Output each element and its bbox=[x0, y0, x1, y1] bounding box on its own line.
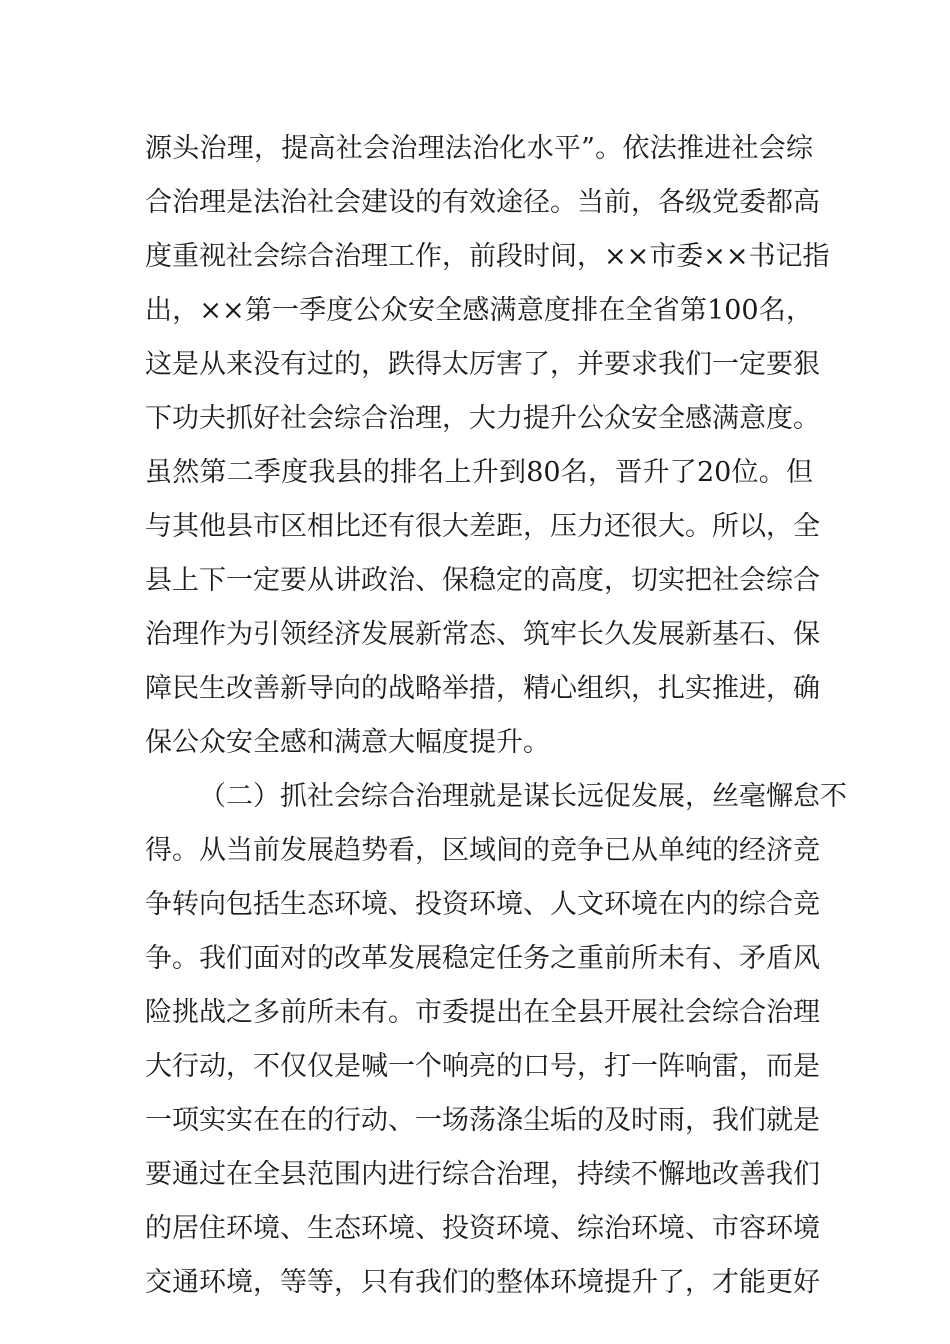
text-line: 争转向包括生态环境、投资环境、人文环境在内的综合竞 bbox=[145, 889, 820, 920]
text-line: 合治理是法治社会建设的有效途径。当前，各级党委都高 bbox=[145, 187, 820, 218]
text-line: 要通过在全县范围内进行综合治理，持续不懈地改善我们 bbox=[145, 1159, 820, 1190]
text-line: 障民生改善新导向的战略举措，精心组织，扎实推进，确 bbox=[145, 673, 820, 704]
text-line: 险挑战之多前所未有。市委提出在全县开展社会综合治理 bbox=[145, 997, 820, 1028]
text-line: （二）抓社会综合治理就是谋长远促发展，丝毫懈怠不 bbox=[199, 781, 847, 812]
text-line: 出，××第一季度公众安全感满意度排在全省第100名， bbox=[145, 295, 813, 326]
text-line: 下功夫抓好社会综合治理，大力提升公众安全感满意度。 bbox=[145, 403, 820, 434]
text-line: 这是从来没有过的，跌得太厉害了，并要求我们一定要狠 bbox=[145, 349, 820, 380]
text-line: 治理作为引领经济发展新常态、筑牢长久发展新基石、保 bbox=[145, 619, 820, 650]
text-line: 度重视社会综合治理工作，前段时间，××市委××书记指 bbox=[145, 241, 830, 272]
text-line: 县上下一定要从讲政治、保稳定的高度，切实把社会综合 bbox=[145, 565, 820, 596]
text-line: 一项实实在在的行动、一场荡涤尘垢的及时雨，我们就是 bbox=[145, 1105, 820, 1136]
text-line: 源头治理，提高社会治理法治化水平”。依法推进社会综 bbox=[145, 133, 813, 164]
text-line: 交通环境，等等，只有我们的整体环境提升了，才能更好 bbox=[145, 1267, 820, 1298]
text-line: 的居住环境、生态环境、投资环境、综治环境、市容环境 bbox=[145, 1213, 820, 1244]
text-line: 与其他县市区相比还有很大差距，压力还很大。所以，全 bbox=[145, 511, 820, 542]
text-line: 大行动，不仅仅是喊一个响亮的口号，打一阵响雷，而是 bbox=[145, 1051, 820, 1082]
text-line: 争。我们面对的改革发展稳定任务之重前所未有、矛盾风 bbox=[145, 943, 820, 974]
text-line: 保公众安全感和满意大幅度提升。 bbox=[145, 727, 550, 758]
text-line: 得。从当前发展趋势看，区域间的竞争已从单纯的经济竞 bbox=[145, 835, 820, 866]
text-line: 虽然第二季度我县的排名上升到80名，晋升了20位。但 bbox=[145, 457, 813, 488]
